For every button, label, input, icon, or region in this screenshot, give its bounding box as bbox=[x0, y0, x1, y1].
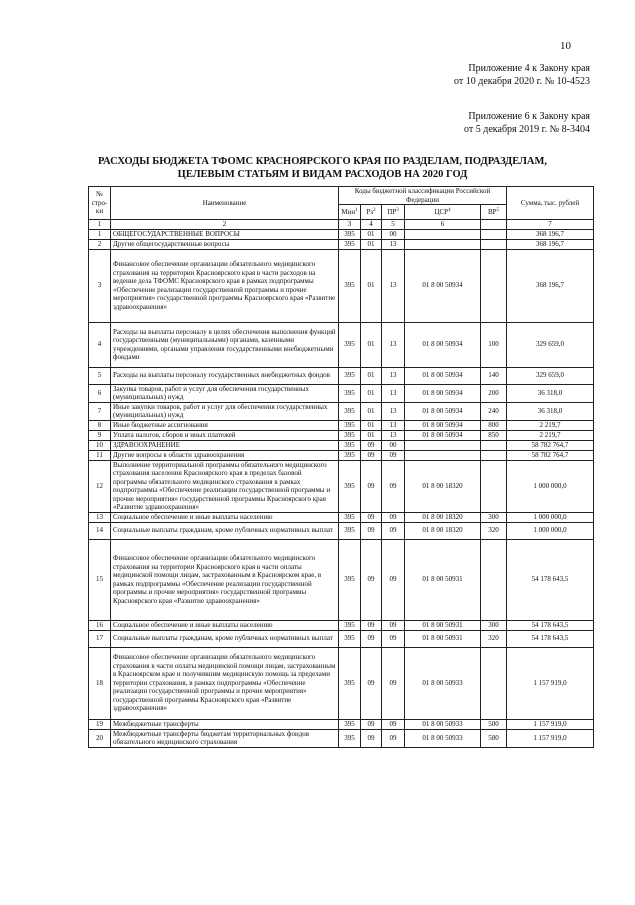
row-min-cell: 395 bbox=[339, 719, 361, 729]
row-number-cell: 3 bbox=[89, 249, 111, 322]
row-number-cell: 12 bbox=[89, 460, 111, 512]
row-vr-cell bbox=[481, 239, 507, 249]
row-pr-cell: 13 bbox=[382, 239, 405, 249]
row-name-cell: Межбюджетные трансферты бюджетам территориальных фондов обязательного медицинского страхования bbox=[111, 729, 339, 747]
row-rz-cell: 09 bbox=[361, 450, 382, 460]
row-csr-cell: 01 8 00 50933 bbox=[405, 647, 481, 719]
footnote-mark: 4 bbox=[448, 207, 451, 213]
row-number-cell: 6 bbox=[89, 384, 111, 402]
row-vr-cell bbox=[481, 539, 507, 620]
row-csr-cell: 01 8 00 50934 bbox=[405, 367, 481, 384]
row-sum-cell: 36 318,0 bbox=[507, 384, 594, 402]
table-row bbox=[89, 620, 594, 630]
header-min-label: Мин bbox=[341, 207, 356, 216]
row-vr-cell: 240 bbox=[481, 402, 507, 420]
row-pr-cell: 09 bbox=[382, 522, 405, 539]
row-min-cell: 395 bbox=[339, 402, 361, 420]
row-csr-cell bbox=[405, 239, 481, 249]
row-name-cell: Расходы на выплаты персоналу государственных внебюджетных фондов bbox=[111, 367, 339, 384]
row-pr-cell: 09 bbox=[382, 539, 405, 620]
page-number: 10 bbox=[560, 40, 571, 52]
row-name-cell: Социальные выплаты гражданам, кроме публичных нормативных выплат bbox=[111, 630, 339, 647]
column-number: 6 bbox=[405, 220, 481, 230]
row-min-cell: 395 bbox=[339, 460, 361, 512]
row-vr-cell bbox=[481, 647, 507, 719]
header-row-number: № стро-ки bbox=[89, 187, 111, 220]
table-row bbox=[89, 630, 594, 647]
column-number: 2 bbox=[111, 220, 339, 230]
row-sum-cell: 1 000 000,0 bbox=[507, 522, 594, 539]
row-name-cell: Финансовое обеспечение организации обязательного медицинского страхования в части оплаты медицинской помощи лицам, застрахованным в Красноярском крае и получившим медицинскую помощь за пределами территории страхования, в рамках подпрограммы «Обеспечение реализации государственной программы и прочие мероприятия» государственной программы Красноярского края «Развитие здравоохранения» bbox=[111, 647, 339, 719]
row-sum-cell: 54 178 643,5 bbox=[507, 630, 594, 647]
row-sum-cell: 58 782 764,7 bbox=[507, 440, 594, 450]
table-row bbox=[89, 430, 594, 440]
row-number-cell: 16 bbox=[89, 620, 111, 630]
row-number-cell: 2 bbox=[89, 239, 111, 249]
row-min-cell: 395 bbox=[339, 512, 361, 522]
appendix-reference-original bbox=[464, 110, 590, 136]
row-rz-cell: 01 bbox=[361, 249, 382, 322]
row-min-cell: 395 bbox=[339, 322, 361, 367]
row-name-cell: Другие общегосударственные вопросы bbox=[111, 239, 339, 249]
row-min-cell: 395 bbox=[339, 450, 361, 460]
header-vr-label: ВР bbox=[487, 207, 497, 216]
appendix-line: Приложение 4 к Закону края bbox=[468, 63, 590, 74]
header-rz bbox=[361, 205, 382, 220]
column-number: 4 bbox=[361, 220, 382, 230]
row-csr-cell: 01 8 00 50933 bbox=[405, 729, 481, 747]
column-number-row bbox=[89, 220, 594, 230]
row-name-cell: ОБЩЕГОСУДАРСТВЕННЫЕ ВОПРОСЫ bbox=[111, 229, 339, 239]
row-rz-cell: 09 bbox=[361, 512, 382, 522]
row-min-cell: 395 bbox=[339, 249, 361, 322]
row-csr-cell: 01 8 00 50934 bbox=[405, 322, 481, 367]
row-pr-cell: 13 bbox=[382, 402, 405, 420]
row-pr-cell: 09 bbox=[382, 620, 405, 630]
row-pr-cell: 09 bbox=[382, 460, 405, 512]
row-number-cell: 7 bbox=[89, 402, 111, 420]
row-rz-cell: 01 bbox=[361, 402, 382, 420]
row-number-cell: 5 bbox=[89, 367, 111, 384]
row-vr-cell: 320 bbox=[481, 522, 507, 539]
row-pr-cell: 09 bbox=[382, 450, 405, 460]
row-min-cell: 395 bbox=[339, 229, 361, 239]
row-rz-cell: 01 bbox=[361, 384, 382, 402]
row-rz-cell: 01 bbox=[361, 430, 382, 440]
row-pr-cell: 13 bbox=[382, 249, 405, 322]
table-row bbox=[89, 384, 594, 402]
row-rz-cell: 09 bbox=[361, 522, 382, 539]
row-vr-cell: 500 bbox=[481, 719, 507, 729]
table-row bbox=[89, 729, 594, 747]
row-pr-cell: 00 bbox=[382, 440, 405, 450]
row-vr-cell bbox=[481, 460, 507, 512]
budget-table bbox=[88, 186, 594, 748]
row-pr-cell: 13 bbox=[382, 384, 405, 402]
header-csr-label: ЦСР bbox=[434, 207, 449, 216]
table-row bbox=[89, 367, 594, 384]
header-pr bbox=[382, 205, 405, 220]
header-codes-group: Коды бюджетной классификации Российской Федерации bbox=[339, 187, 507, 205]
row-rz-cell: 01 bbox=[361, 229, 382, 239]
header-csr bbox=[405, 205, 481, 220]
row-vr-cell: 200 bbox=[481, 384, 507, 402]
table-row bbox=[89, 460, 594, 512]
table-body bbox=[89, 229, 594, 747]
document-title bbox=[90, 155, 555, 181]
row-vr-cell bbox=[481, 450, 507, 460]
table-row bbox=[89, 402, 594, 420]
row-sum-cell: 2 219,7 bbox=[507, 420, 594, 430]
row-csr-cell: 01 8 00 18320 bbox=[405, 512, 481, 522]
table-row bbox=[89, 440, 594, 450]
row-pr-cell: 09 bbox=[382, 647, 405, 719]
row-rz-cell: 09 bbox=[361, 729, 382, 747]
row-csr-cell: 01 8 00 18320 bbox=[405, 460, 481, 512]
row-rz-cell: 09 bbox=[361, 620, 382, 630]
row-csr-cell: 01 8 00 50931 bbox=[405, 620, 481, 630]
row-name-cell: Уплата налогов, сборов и иных платежей bbox=[111, 430, 339, 440]
row-csr-cell: 01 8 00 50934 bbox=[405, 402, 481, 420]
row-sum-cell: 1 157 919,0 bbox=[507, 729, 594, 747]
row-pr-cell: 09 bbox=[382, 719, 405, 729]
row-sum-cell: 2 219,7 bbox=[507, 430, 594, 440]
row-sum-cell: 329 659,0 bbox=[507, 367, 594, 384]
column-number: 3 bbox=[339, 220, 361, 230]
row-csr-cell: 01 8 00 50934 bbox=[405, 420, 481, 430]
row-name-cell: Закупка товаров, работ и услуг для обеспечения государственных (муниципальных) нужд bbox=[111, 384, 339, 402]
row-min-cell: 395 bbox=[339, 367, 361, 384]
header-vr bbox=[481, 205, 507, 220]
row-min-cell: 395 bbox=[339, 729, 361, 747]
row-min-cell: 395 bbox=[339, 539, 361, 620]
row-name-cell: Межбюджетные трансферты bbox=[111, 719, 339, 729]
row-min-cell: 395 bbox=[339, 522, 361, 539]
row-rz-cell: 09 bbox=[361, 440, 382, 450]
row-pr-cell: 00 bbox=[382, 229, 405, 239]
row-rz-cell: 01 bbox=[361, 239, 382, 249]
row-pr-cell: 09 bbox=[382, 729, 405, 747]
row-vr-cell: 300 bbox=[481, 620, 507, 630]
table-header bbox=[89, 187, 594, 230]
table-row bbox=[89, 539, 594, 620]
row-pr-cell: 13 bbox=[382, 420, 405, 430]
row-name-cell: Финансовое обеспечение организации обязательного медицинского страхования на территории Красноярского края в части расходов на ведение дела ТФОМС Красноярского края в рамках подпрограммы «Обеспечение реализации государственной программы и прочие мероприятия» государственной программы Красноярского края «Развитие здравоохранения» bbox=[111, 249, 339, 322]
footnote-mark: 2 bbox=[373, 207, 376, 213]
row-number-cell: 10 bbox=[89, 440, 111, 450]
table-row bbox=[89, 420, 594, 430]
header-sum: Сумма, тыс. рублей bbox=[507, 187, 594, 220]
row-vr-cell: 850 bbox=[481, 430, 507, 440]
header-pr-label: ПР bbox=[387, 207, 397, 216]
row-sum-cell: 1 000 000,0 bbox=[507, 512, 594, 522]
row-pr-cell: 13 bbox=[382, 322, 405, 367]
row-rz-cell: 09 bbox=[361, 719, 382, 729]
row-min-cell: 395 bbox=[339, 420, 361, 430]
row-number-cell: 8 bbox=[89, 420, 111, 430]
row-number-cell: 4 bbox=[89, 322, 111, 367]
row-min-cell: 395 bbox=[339, 440, 361, 450]
row-rz-cell: 09 bbox=[361, 647, 382, 719]
row-name-cell: Социальное обеспечение и иные выплаты населению bbox=[111, 620, 339, 630]
row-name-cell: Иные бюджетные ассигнования bbox=[111, 420, 339, 430]
title-line: РАСХОДЫ БЮДЖЕТА ТФОМС КРАСНОЯРСКОГО КРАЯ ПО РАЗДЕЛАМ, ПОДРАЗДЕЛАМ, bbox=[97, 156, 548, 167]
row-sum-cell: 1 157 919,0 bbox=[507, 647, 594, 719]
row-csr-cell bbox=[405, 229, 481, 239]
column-number: 7 bbox=[507, 220, 594, 230]
row-sum-cell: 368 196,7 bbox=[507, 239, 594, 249]
row-csr-cell: 01 8 00 50931 bbox=[405, 539, 481, 620]
row-name-cell: Расходы на выплаты персоналу в целях обеспечения выполнения функций государственными (муниципальными) органами, казенными учреждениями, органами управления государственными внебюджетными фондами bbox=[111, 322, 339, 367]
row-name-cell: Иные закупки товаров, работ и услуг для обеспечения государственных (муниципальных) нужд bbox=[111, 402, 339, 420]
row-min-cell: 395 bbox=[339, 620, 361, 630]
row-pr-cell: 09 bbox=[382, 512, 405, 522]
column-number: 5 bbox=[382, 220, 405, 230]
row-csr-cell bbox=[405, 440, 481, 450]
row-min-cell: 395 bbox=[339, 647, 361, 719]
row-number-cell: 14 bbox=[89, 522, 111, 539]
row-csr-cell: 01 8 00 50933 bbox=[405, 719, 481, 729]
table-row bbox=[89, 322, 594, 367]
row-csr-cell bbox=[405, 450, 481, 460]
row-csr-cell: 01 8 00 50934 bbox=[405, 384, 481, 402]
row-number-cell: 13 bbox=[89, 512, 111, 522]
row-vr-cell bbox=[481, 229, 507, 239]
row-vr-cell bbox=[481, 249, 507, 322]
table-row bbox=[89, 249, 594, 322]
row-name-cell: Социальные выплаты гражданам, кроме публичных нормативных выплат bbox=[111, 522, 339, 539]
row-sum-cell: 58 782 764,7 bbox=[507, 450, 594, 460]
row-pr-cell: 09 bbox=[382, 630, 405, 647]
appendix-line: от 5 декабря 2019 г. № 8-3404 bbox=[464, 124, 590, 135]
row-rz-cell: 09 bbox=[361, 460, 382, 512]
row-vr-cell: 800 bbox=[481, 420, 507, 430]
appendix-reference-current bbox=[454, 62, 590, 88]
row-sum-cell: 1 000 000,0 bbox=[507, 460, 594, 512]
column-number: 1 bbox=[89, 220, 111, 230]
title-line: ЦЕЛЕВЫМ СТАТЬЯМ И ВИДАМ РАСХОДОВ НА 2020 ГОД bbox=[177, 169, 468, 180]
column-number bbox=[481, 220, 507, 230]
row-number-cell: 15 bbox=[89, 539, 111, 620]
row-csr-cell: 01 8 00 50931 bbox=[405, 630, 481, 647]
row-name-cell: Выполнение территориальной программы обязательного медицинского страхования населения Красноярского края в пределах базовой программы обязательного медицинского страхования в рамках подпрограммы «Обеспечение реализации государственной программы и прочие мероприятия» государственной программы Красноярского края «Развитие здравоохранения» bbox=[111, 460, 339, 512]
row-csr-cell: 01 8 00 50934 bbox=[405, 430, 481, 440]
row-csr-cell: 01 8 00 50934 bbox=[405, 249, 481, 322]
row-sum-cell: 329 659,0 bbox=[507, 322, 594, 367]
row-name-cell: Финансовое обеспечение организации обязательного медицинского страхования на территории Красноярского края в части оплаты медицинской помощи лицам, застрахованным в Красноярском крае, в рамках подпрограммы «Обеспечение реализации государственной программы и прочие мероприятия» государственной программы Красноярского края «Развитие здравоохранения» bbox=[111, 539, 339, 620]
table-row bbox=[89, 719, 594, 729]
row-min-cell: 395 bbox=[339, 384, 361, 402]
row-sum-cell: 368 196,7 bbox=[507, 249, 594, 322]
table-row bbox=[89, 239, 594, 249]
row-vr-cell: 580 bbox=[481, 729, 507, 747]
appendix-line: от 10 декабря 2020 г. № 10-4523 bbox=[454, 76, 590, 87]
row-csr-cell: 01 8 00 18320 bbox=[405, 522, 481, 539]
row-pr-cell: 13 bbox=[382, 430, 405, 440]
row-number-cell: 9 bbox=[89, 430, 111, 440]
row-rz-cell: 01 bbox=[361, 367, 382, 384]
row-min-cell: 395 bbox=[339, 430, 361, 440]
row-min-cell: 395 bbox=[339, 239, 361, 249]
row-sum-cell: 54 178 643,5 bbox=[507, 539, 594, 620]
row-number-cell: 17 bbox=[89, 630, 111, 647]
row-number-cell: 18 bbox=[89, 647, 111, 719]
row-rz-cell: 09 bbox=[361, 630, 382, 647]
header-name: Наименование bbox=[111, 187, 339, 220]
row-rz-cell: 01 bbox=[361, 322, 382, 367]
row-vr-cell bbox=[481, 440, 507, 450]
row-number-cell: 20 bbox=[89, 729, 111, 747]
appendix-line: Приложение 6 к Закону края bbox=[468, 111, 590, 122]
footnote-mark: 3 bbox=[396, 207, 399, 213]
row-vr-cell: 300 bbox=[481, 512, 507, 522]
row-rz-cell: 09 bbox=[361, 539, 382, 620]
row-name-cell: ЗДРАВООХРАНЕНИЕ bbox=[111, 440, 339, 450]
row-sum-cell: 36 318,0 bbox=[507, 402, 594, 420]
row-rz-cell: 01 bbox=[361, 420, 382, 430]
table-row bbox=[89, 450, 594, 460]
row-number-cell: 19 bbox=[89, 719, 111, 729]
table-row bbox=[89, 229, 594, 239]
row-number-cell: 11 bbox=[89, 450, 111, 460]
row-vr-cell: 140 bbox=[481, 367, 507, 384]
table-row bbox=[89, 647, 594, 719]
header-rz-label: Рз bbox=[366, 207, 374, 216]
row-vr-cell: 100 bbox=[481, 322, 507, 367]
row-vr-cell: 320 bbox=[481, 630, 507, 647]
row-name-cell: Социальное обеспечение и иные выплаты населению bbox=[111, 512, 339, 522]
footnote-mark: 5 bbox=[496, 207, 500, 213]
row-number-cell: 1 bbox=[89, 229, 111, 239]
table-row bbox=[89, 512, 594, 522]
footnote-mark: 1 bbox=[355, 207, 358, 213]
table-row bbox=[89, 522, 594, 539]
row-min-cell: 395 bbox=[339, 630, 361, 647]
row-name-cell: Другие вопросы в области здравоохранения bbox=[111, 450, 339, 460]
row-sum-cell: 1 157 919,0 bbox=[507, 719, 594, 729]
row-pr-cell: 13 bbox=[382, 367, 405, 384]
row-sum-cell: 368 196,7 bbox=[507, 229, 594, 239]
row-sum-cell: 54 178 643,5 bbox=[507, 620, 594, 630]
header-min bbox=[339, 205, 361, 220]
